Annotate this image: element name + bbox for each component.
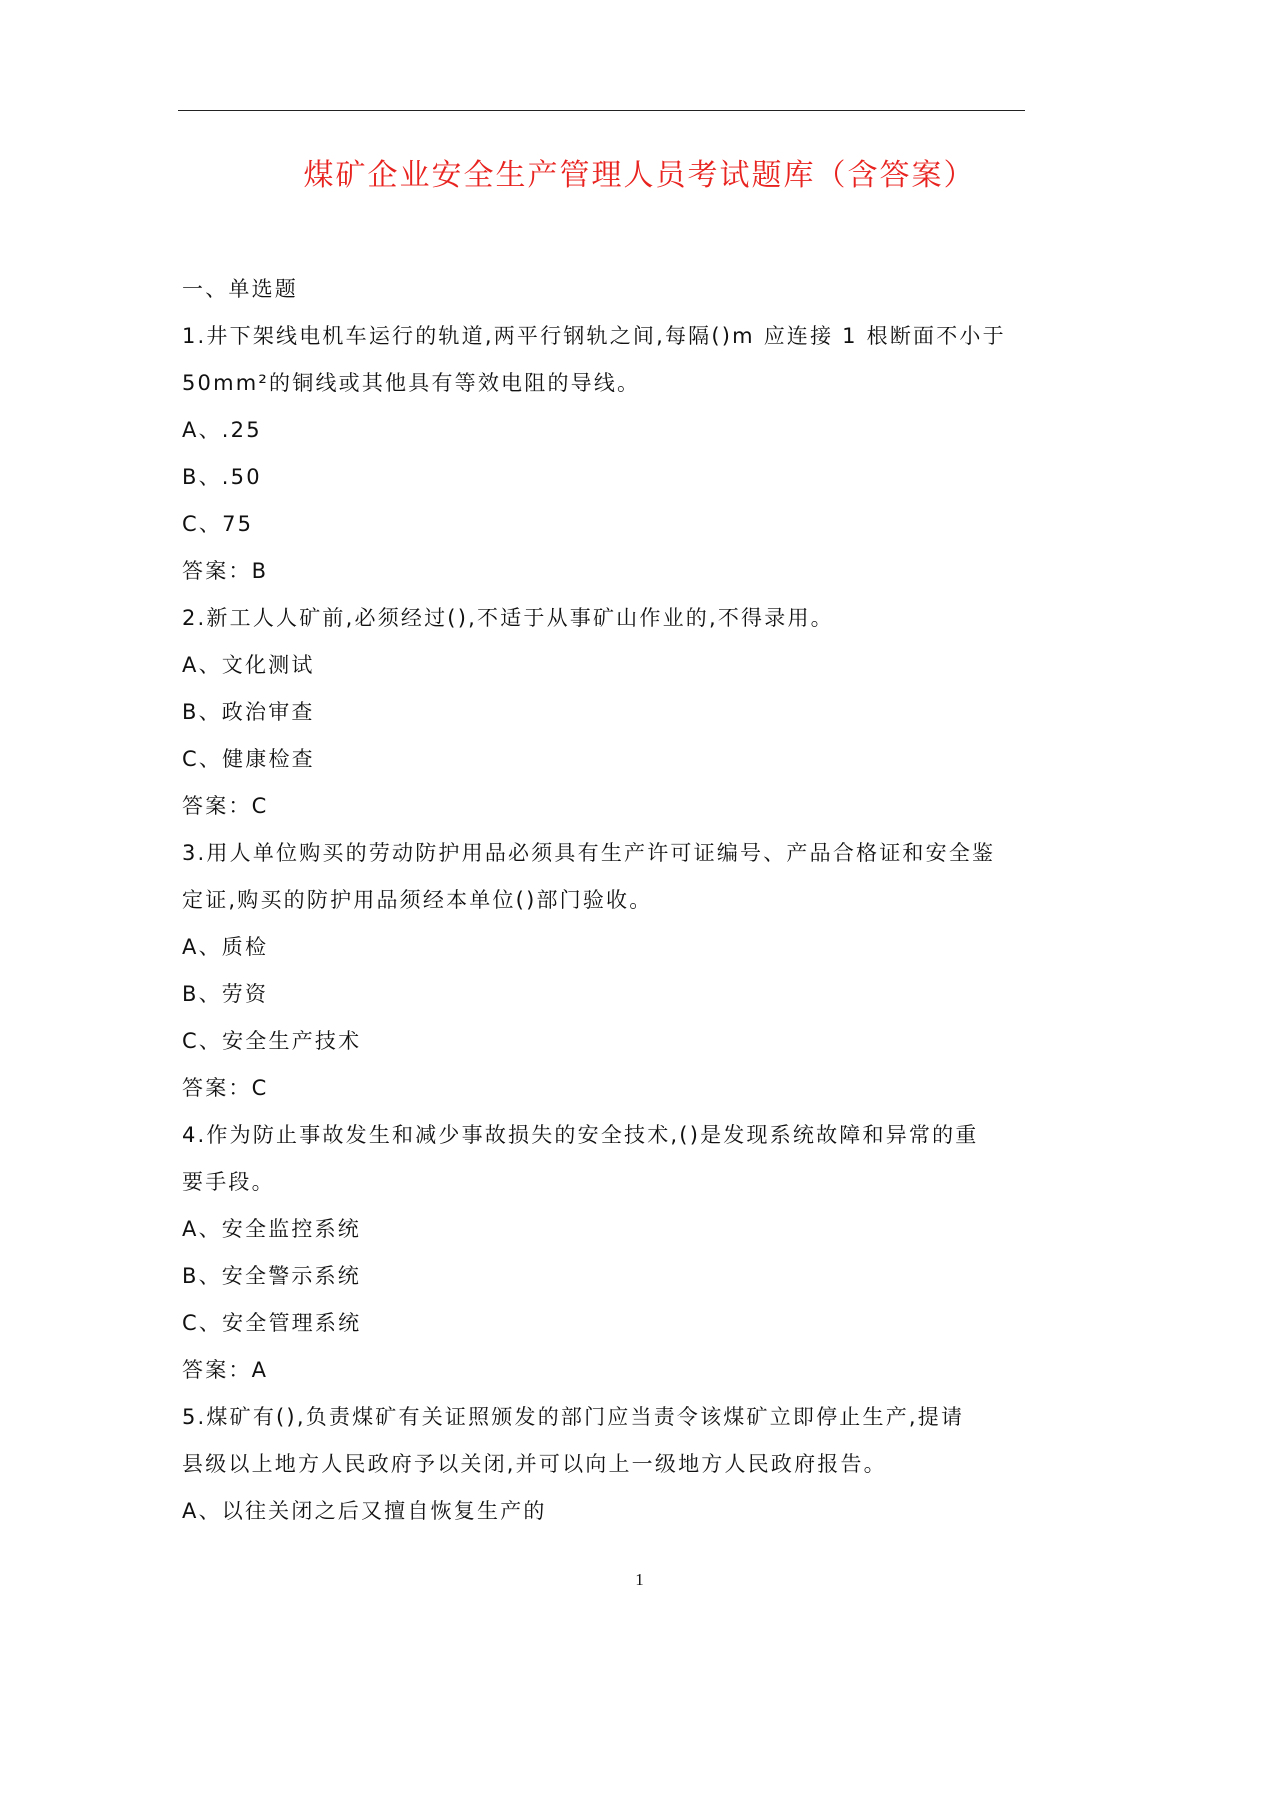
question-5-text: 5.煤矿有(),负责煤矿有关证照颁发的部门应当责令该煤矿立即停止生产,提请 [182,1405,965,1429]
question-2-answer: 答案：C [182,794,269,818]
question-4-text: 4.作为防止事故发生和减少事故损失的安全技术,()是发现系统故障和异常的重 [182,1123,979,1147]
question-3-option-a: A、质检 [182,935,269,959]
question-3-option-b: B、劳资 [182,982,269,1006]
question-5-text-cont: 县级以上地方人民政府予以关闭,并可以向上一级地方人民政府报告。 [182,1452,887,1476]
question-4-option-c: C、安全管理系统 [182,1311,362,1335]
question-1-option-c: C、75 [182,512,254,536]
document-body [182,266,1027,1535]
question-2-option-a: A、文化测试 [182,653,315,677]
header-rule [178,110,1025,111]
question-1-answer: 答案：B [182,559,269,583]
question-2-option-b: B、政治审查 [182,700,315,724]
question-5-option-a: A、以往关闭之后又擅自恢复生产的 [182,1499,547,1523]
question-3-text-cont: 定证,购买的防护用品须经本单位()部门验收。 [182,888,653,912]
question-2-option-c: C、健康检查 [182,747,315,771]
question-4-option-b: B、安全警示系统 [182,1264,362,1288]
document-title: 煤矿企业安全生产管理人员考试题库（含答案） [303,158,976,193]
question-1-option-a: A、.25 [182,418,262,442]
question-3-text: 3.用人单位购买的劳动防护用品必须具有生产许可证编号、产品合格证和安全鉴 [182,841,996,865]
question-1-text-cont: 50mm²的铜线或其他具有等效电阻的导线。 [182,371,641,395]
question-1-text: 1.井下架线电机车运行的轨道,两平行钢轨之间,每隔()m 应连接 1 根断面不小于 [182,324,1006,348]
question-4-text-cont: 要手段。 [182,1170,275,1194]
question-4-option-a: A、安全监控系统 [182,1217,361,1241]
question-3-answer: 答案：C [182,1076,269,1100]
page-number: 1 [635,1570,644,1589]
question-1-option-b: B、.50 [182,465,262,489]
question-2-text: 2.新工人人矿前,必须经过(),不适于从事矿山作业的,不得录用。 [182,606,834,630]
question-3-option-c: C、安全生产技术 [182,1029,362,1053]
question-4-answer: 答案：A [182,1358,269,1382]
section-heading: 一、单选题 [182,277,298,301]
